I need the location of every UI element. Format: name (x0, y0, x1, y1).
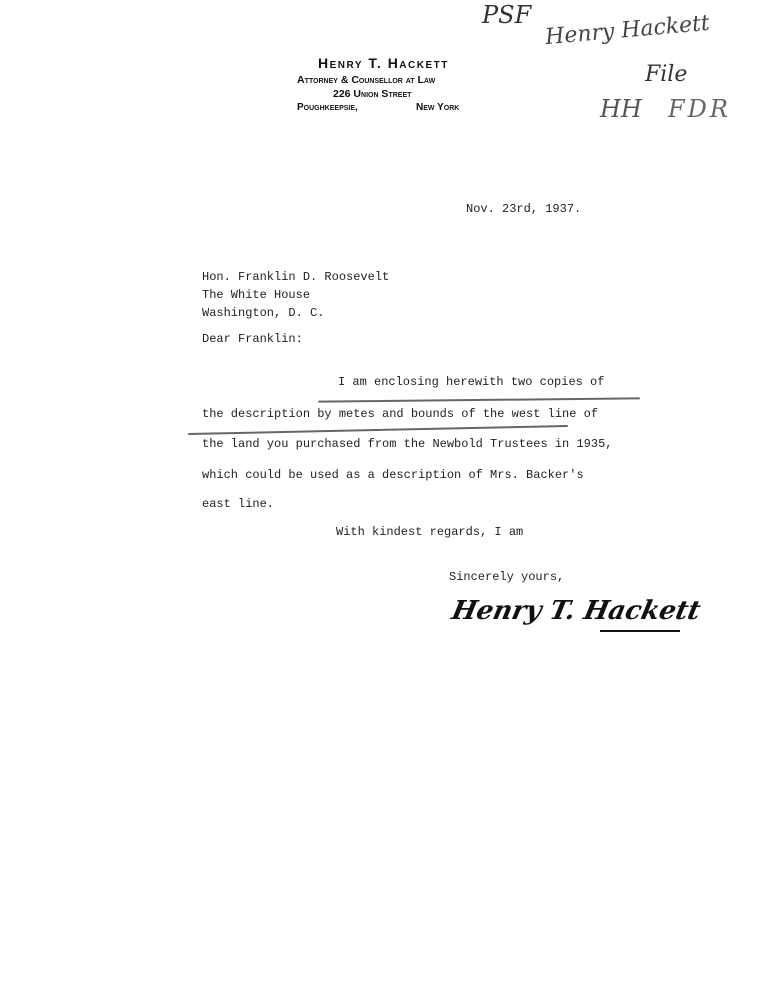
closing: Sincerely yours, (449, 570, 565, 584)
letterhead-city: Poughkeepsie, (297, 102, 358, 113)
body-line: I am enclosing herewith two copies of (338, 375, 605, 389)
signature-flourish (600, 630, 680, 632)
annotation-initials: HH (600, 95, 642, 123)
annotation-psf: PSF (482, 1, 532, 29)
pen-mark (318, 397, 640, 402)
letter-date: Nov. 23rd, 1937. (466, 202, 582, 216)
annotation-name: Henry Hackett (544, 10, 711, 51)
signature: Henry T. Hackett (449, 596, 704, 626)
recipient-line: Washington, D. C. (202, 306, 325, 320)
body-line: which could be used as a description of Mrs. Backer's (202, 468, 584, 482)
letterhead-name: Henry T. Hackett (318, 55, 449, 71)
body-line: the land you purchased from the Newbold Trustees in 1935, (202, 437, 613, 451)
salutation: Dear Franklin: (202, 332, 303, 346)
letterhead-street: 226 Union Street (333, 88, 412, 100)
recipient-line: Hon. Franklin D. Roosevelt (202, 270, 390, 284)
closing-line: With kindest regards, I am (336, 525, 524, 539)
letterhead-state: New York (416, 102, 460, 113)
body-line: the description by metes and bounds of the west line of (202, 407, 599, 421)
recipient-line: The White House (202, 288, 311, 302)
body-line: east line. (202, 497, 275, 511)
pen-mark (188, 425, 568, 435)
letterhead-title: Attorney & Counsellor at Law (297, 74, 436, 86)
annotation-file: File (645, 62, 688, 87)
annotation-fdr: FDR (668, 95, 731, 123)
